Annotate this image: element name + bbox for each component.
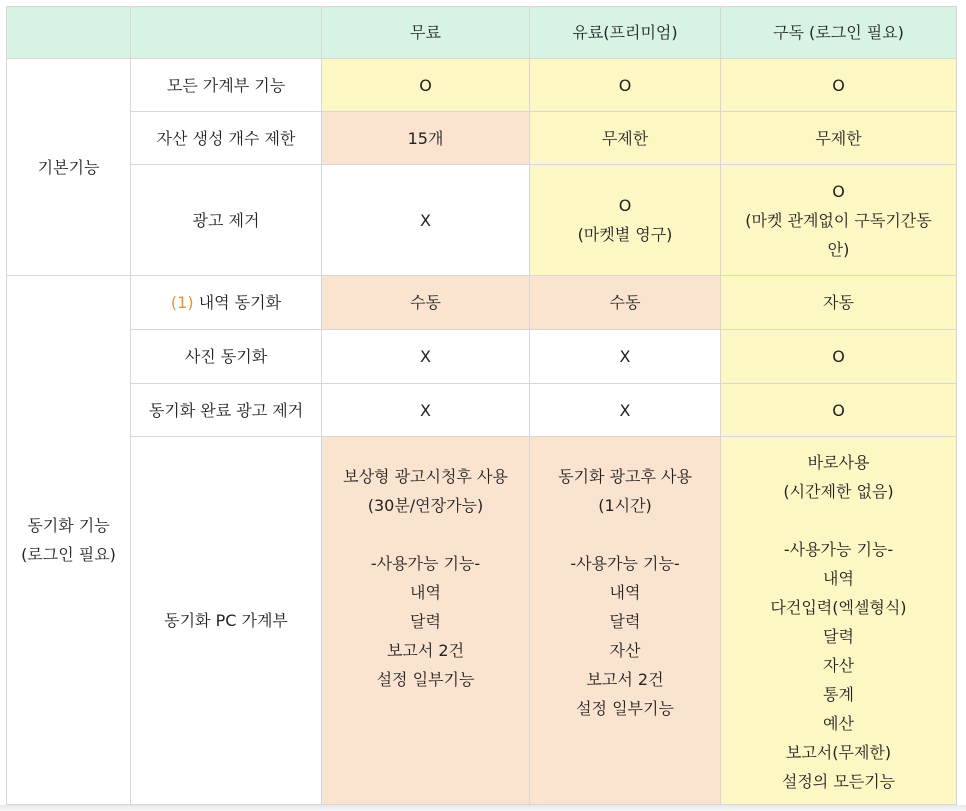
row-label-main: 내역 동기화	[198, 293, 282, 312]
row-label-photo-sync	[131, 330, 322, 384]
row-label-text	[171, 288, 281, 317]
row-label-ad-removal	[131, 165, 322, 276]
header-subscription	[721, 6, 957, 59]
cell-value: X	[420, 347, 431, 366]
row-label-asset-limit	[131, 112, 322, 165]
cell-line: 보고서(무제한)	[785, 743, 892, 762]
cell-line: (30분/연장가능)	[367, 496, 484, 515]
header-corner-cell	[6, 6, 131, 59]
cell-line: 달력	[410, 612, 441, 631]
group-sync-features	[6, 276, 131, 805]
cell-asset-limit-free	[322, 112, 530, 165]
cell-all-features-sub	[721, 59, 957, 112]
cell-value: O	[832, 75, 845, 95]
header-paid	[530, 6, 721, 59]
cell-line: O	[832, 181, 845, 201]
cell-line: (마켓 관계없이 구독기간동	[745, 210, 932, 230]
cell-value: O	[832, 347, 845, 366]
cell-value: X	[420, 210, 431, 230]
cell-line: (1시간)	[598, 496, 652, 515]
row-label-pc	[131, 437, 322, 805]
group-basic-features	[6, 59, 131, 276]
cell-line: -사용가능 기능-	[370, 554, 481, 573]
cell-value: 무제한	[815, 128, 862, 148]
cell-line: 보고서 2건	[386, 641, 465, 660]
cell-line: 통계	[823, 685, 854, 704]
cell-value: 자동	[823, 293, 854, 312]
bottom-fade	[0, 805, 966, 811]
cell-history-sync-paid	[530, 276, 721, 330]
cell-value: 15개	[407, 128, 444, 148]
cell-all-features-paid	[530, 59, 721, 112]
cell-value: X	[619, 400, 631, 420]
cell-ad-removal-paid	[530, 165, 721, 276]
cell-line: 보상형 광고시청후 사용	[343, 467, 508, 486]
row-label-text: 동기화 완료 광고 제거	[148, 400, 304, 420]
header-free-label: 무료	[410, 23, 441, 42]
group-sync-label-line1: 동기화 기능	[27, 516, 110, 535]
cell-pc-paid	[530, 437, 721, 805]
cell-line: (마켓별 영구)	[577, 225, 673, 244]
cell-line: 내역	[823, 569, 854, 588]
cell-ad-removal-free	[322, 165, 530, 276]
footnote-number: (1)	[170, 293, 194, 312]
cell-history-sync-sub	[721, 276, 957, 330]
group-basic-label: 기본기능	[37, 157, 100, 177]
cell-line: 달력	[609, 612, 641, 631]
cell-history-sync-free	[322, 276, 530, 330]
cell-line: 자산	[823, 656, 854, 675]
cell-line: -사용가능 기능-	[783, 540, 894, 559]
cell-sync-ad-free	[322, 384, 530, 437]
cell-line: (시간제한 없음)	[783, 482, 894, 501]
cell-photo-sync-sub	[721, 330, 957, 384]
cell-value: 무제한	[601, 128, 649, 148]
cell-all-features-free	[322, 59, 530, 112]
cell-value: O	[419, 75, 432, 95]
row-label-all-features	[131, 59, 322, 112]
cell-value: 수동	[609, 293, 641, 312]
cell-line: 바로사용	[807, 453, 870, 472]
cell-line: 안)	[827, 239, 850, 259]
cell-line: 설정 일부기능	[576, 699, 674, 718]
cell-value: O	[832, 400, 845, 420]
cell-line: 예산	[823, 714, 854, 733]
cell-line: 내역	[609, 583, 641, 602]
cell-asset-limit-paid	[530, 112, 721, 165]
group-sync-label-line2: (로그인 필요)	[21, 545, 116, 564]
cell-line: -사용가능 기능-	[570, 554, 680, 573]
cell-photo-sync-paid	[530, 330, 721, 384]
cell-value: 수동	[410, 293, 441, 312]
cell-line: 동기화 광고후 사용	[558, 467, 692, 486]
cell-line: 다건입력(엑셀형식)	[770, 598, 907, 617]
header-subscription-label: 구독 (로그인 필요)	[773, 23, 904, 42]
cell-sync-ad-sub	[721, 384, 957, 437]
cell-pc-sub	[721, 437, 957, 805]
cell-ad-removal-sub	[721, 165, 957, 276]
row-label-sync-ad	[131, 384, 322, 437]
cell-value: X	[619, 347, 631, 366]
cell-line: 자산	[609, 641, 641, 660]
row-label-history-sync	[131, 276, 322, 330]
cell-photo-sync-free	[322, 330, 530, 384]
cell-value: O	[618, 75, 632, 95]
cell-line: O	[618, 196, 632, 215]
cell-asset-limit-sub	[721, 112, 957, 165]
cell-line: 내역	[410, 583, 441, 602]
row-label-text: 사진 동기화	[184, 347, 268, 366]
cell-value: X	[420, 400, 431, 420]
cell-line: 설정의 모든기능	[781, 772, 896, 791]
header-paid-label: 유료(프리미엄)	[572, 23, 678, 42]
header-free	[322, 6, 530, 59]
header-sub-cell	[131, 6, 322, 59]
cell-line: 설정 일부기능	[376, 670, 475, 689]
cell-pc-free	[322, 437, 530, 805]
cell-line: 달력	[823, 627, 854, 646]
cell-line: 보고서 2건	[586, 670, 664, 689]
row-label-text: 자산 생성 개수 제한	[156, 128, 296, 148]
cell-sync-ad-paid	[530, 384, 721, 437]
row-label-text: 광고 제거	[192, 210, 260, 230]
row-label-text: 동기화 PC 가계부	[164, 611, 288, 630]
row-label-text: 모든 가계부 기능	[166, 75, 286, 95]
